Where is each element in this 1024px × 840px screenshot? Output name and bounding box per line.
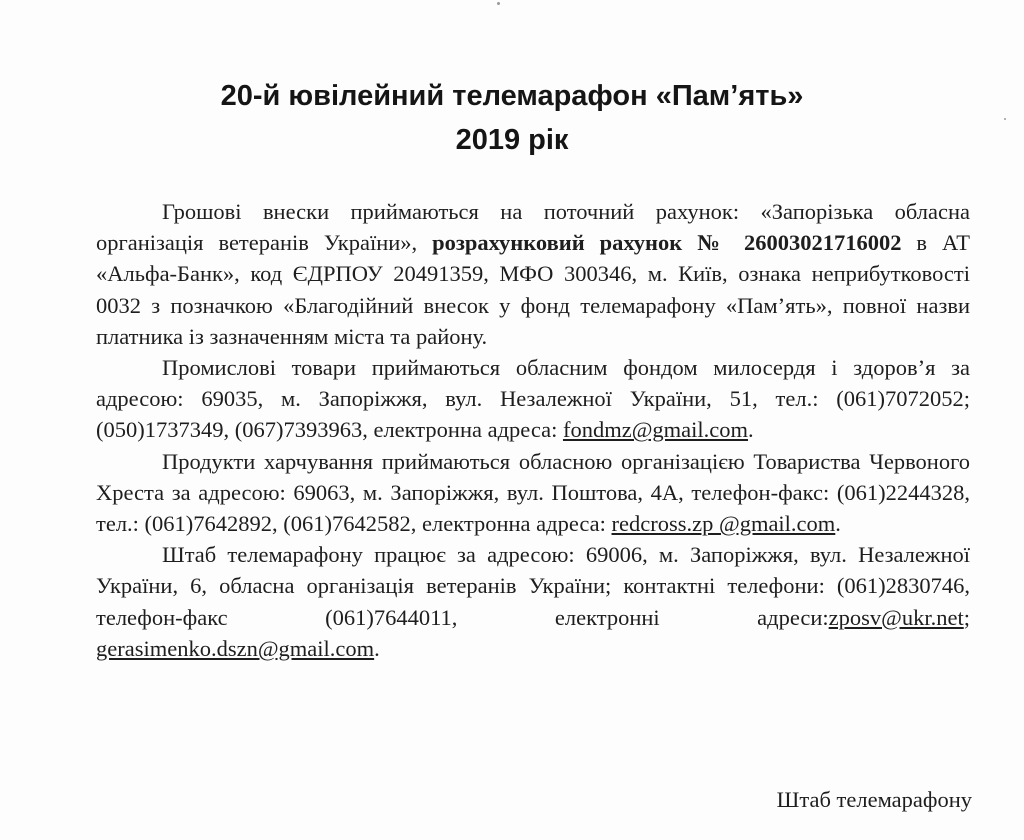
bank-intro-text: Грошові внески приймаються на поточний рахунок: «Запорізька обласна організація ветеранів України», xyxy=(96,199,970,256)
food-products-text: Продукти харчування приймаються обласною організацією Товариства Червоного Хреста за адресою: 69063, м. Запоріжжя, вул. Поштова, 4А, телефон-факс: (061)2244328, тел.: (061)7642892, (061)7642582, електронна адреса: xyxy=(96,448,970,537)
document-title xyxy=(0,74,1024,162)
industrial-goods-text: Промислові товари приймаються обласним фондом милосердя і здоров’я за адресою: 69035, м. Запоріжжя, вул. Незалежної України, 51, тел.: (061)7072052; (050)1737349, (067)7393963, електронна адреса: xyxy=(96,355,970,443)
email-link-fondmz[interactable]: fondmz@gmail.com xyxy=(562,417,749,443)
signature: Штаб телемарафону xyxy=(776,787,972,812)
email-separator: ; xyxy=(963,604,970,630)
email-link-zposv[interactable]: zposv@ukr.net xyxy=(828,604,964,630)
title-line-2: 2019 рік xyxy=(455,124,569,156)
paragraph-end: . xyxy=(374,635,380,661)
paragraph-end: . xyxy=(748,417,754,443)
paragraph-headquarters xyxy=(96,539,970,664)
bank-details-text: в АТ «Альфа-Банк», код ЄДРПОУ 20491359, МФО 300346, м. Київ, ознака неприбутковості 0032 з позначкою «Благодійний внесок у фонд телемарафону «Пам’ять», повної назви платника із зазначенням міста та району. xyxy=(96,230,970,349)
paragraph-food-products xyxy=(96,446,970,540)
email-link-redcross[interactable]: redcross.zp @gmail.com xyxy=(611,511,836,537)
email-link-gerasimenko[interactable]: gerasimenko.dszn@gmail.com xyxy=(96,635,375,661)
account-number: розрахунковий рахунок № 26003021716002 xyxy=(432,230,902,256)
scan-speck xyxy=(497,2,500,5)
headquarters-text: Штаб телемарафону працює за адресою: 69006, м. Запоріжжя, вул. Незалежної України, 6, обласна організація ветеранів України; контактні телефони: (061)2830746, телефон-факс (061)7644011, електронні адреси: xyxy=(96,542,970,630)
title-line-1: 20-й ювілейний телемарафон «Пам’ять» xyxy=(220,80,804,112)
paragraph-industrial-goods xyxy=(96,352,970,446)
paragraph-bank-details xyxy=(96,196,970,352)
paragraph-end: . xyxy=(835,511,841,537)
document-body xyxy=(96,196,970,664)
